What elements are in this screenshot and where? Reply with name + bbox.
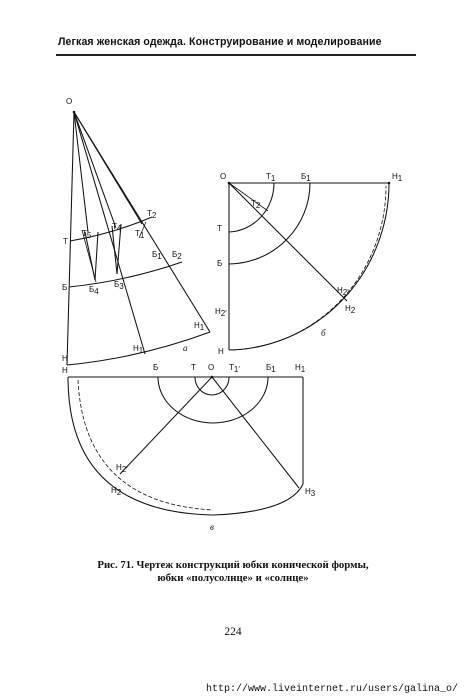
label-fig-v-H2: Н2 bbox=[111, 486, 122, 497]
figure-b-half-circle-skirt bbox=[229, 183, 389, 350]
label-fig-a-B2: Б2 bbox=[172, 250, 182, 261]
label-fig-b-B: Б bbox=[217, 259, 223, 268]
label-fig-b-O: О bbox=[220, 172, 227, 181]
label-fig-a-T1: Т1 bbox=[135, 229, 145, 240]
footer-url[interactable]: http://www.liveinternet.ru/users/galina_o/ bbox=[206, 684, 459, 695]
fig-b-t2-ray bbox=[229, 183, 268, 211]
label-fig-v-H1: Н1 bbox=[295, 363, 306, 374]
label-fig-a-T5: Т5 bbox=[82, 229, 92, 240]
label-fig-v-H: Н bbox=[62, 366, 68, 375]
label-fig-v-H2-prime: Н2' bbox=[116, 463, 128, 474]
label-fig-a-T: Т bbox=[63, 237, 68, 246]
fig-a-letter: а bbox=[183, 343, 188, 353]
fig-v-diagonal-right bbox=[212, 377, 299, 488]
fig-b-hem-dashed bbox=[232, 186, 386, 350]
label-fig-v-O: О bbox=[208, 363, 215, 372]
running-header: Легкая женская одежда. Конструирование и моделирование bbox=[58, 36, 382, 48]
label-fig-a-H1: Н1 bbox=[194, 321, 205, 332]
label-fig-a-B1: Б1 bbox=[152, 250, 162, 261]
label-fig-v-B1: Б1 bbox=[266, 363, 276, 374]
fig-b-diagonal bbox=[229, 183, 347, 301]
label-fig-b-T: Т bbox=[217, 224, 222, 233]
label-fig-a-H1-lower: Н1 bbox=[133, 344, 144, 355]
label-fig-v-T: Т bbox=[191, 363, 196, 372]
point-markers bbox=[73, 111, 391, 379]
label-fig-b-H: Н bbox=[218, 347, 224, 356]
label-fig-b-H2: Н2 bbox=[345, 304, 356, 315]
caption-line-2: юбки «полусолнце» и «солнце» bbox=[157, 572, 309, 584]
label-fig-b-H1: Н1 bbox=[392, 172, 403, 183]
label-fig-v-T1: Т1' bbox=[229, 363, 240, 374]
figure-caption bbox=[30, 559, 436, 585]
label-fig-a-T4: Т4 bbox=[112, 222, 122, 233]
fig-v-hem-arc bbox=[68, 377, 303, 515]
fig-v-hem-dashed bbox=[78, 380, 213, 510]
label-fig-b-H2-prime-left: Н2' bbox=[215, 307, 227, 318]
caption-line-1: Рис. 71. Чертеж конструкций юбки конической формы, bbox=[97, 559, 369, 571]
label-fig-b-B1: Б1 bbox=[301, 172, 311, 183]
label-fig-a-B4: Б4 bbox=[89, 285, 99, 296]
label-fig-v-B: Б bbox=[153, 363, 159, 372]
fig-b-letter: б bbox=[321, 328, 326, 338]
fig-b-labels bbox=[215, 172, 403, 356]
fig-a-hip-arc bbox=[69, 262, 182, 287]
label-fig-b-H2-prime: Н2' bbox=[337, 286, 349, 297]
label-fig-a-T2: Т2 bbox=[147, 209, 157, 220]
fig-b-hem-arc bbox=[229, 183, 389, 350]
label-fig-v-H3: Н3 bbox=[305, 487, 316, 498]
label-fig-b-T1: Т1 bbox=[266, 172, 276, 183]
label-fig-a-H: Н bbox=[62, 354, 68, 363]
fig-v-labels bbox=[62, 363, 316, 532]
fig-v-diagonal-left bbox=[120, 377, 212, 474]
figure-v-circle-skirt bbox=[68, 377, 303, 515]
fig-v-letter: в bbox=[210, 522, 214, 532]
page-number: 224 bbox=[224, 626, 242, 638]
label-fig-a-B: Б bbox=[62, 283, 68, 292]
label-fig-a-B3: Б3 bbox=[114, 280, 124, 291]
label-fig-a-O: О bbox=[66, 97, 73, 106]
fig-a-front-line bbox=[67, 112, 74, 365]
label-fig-b-T2: Т2 bbox=[251, 199, 261, 210]
